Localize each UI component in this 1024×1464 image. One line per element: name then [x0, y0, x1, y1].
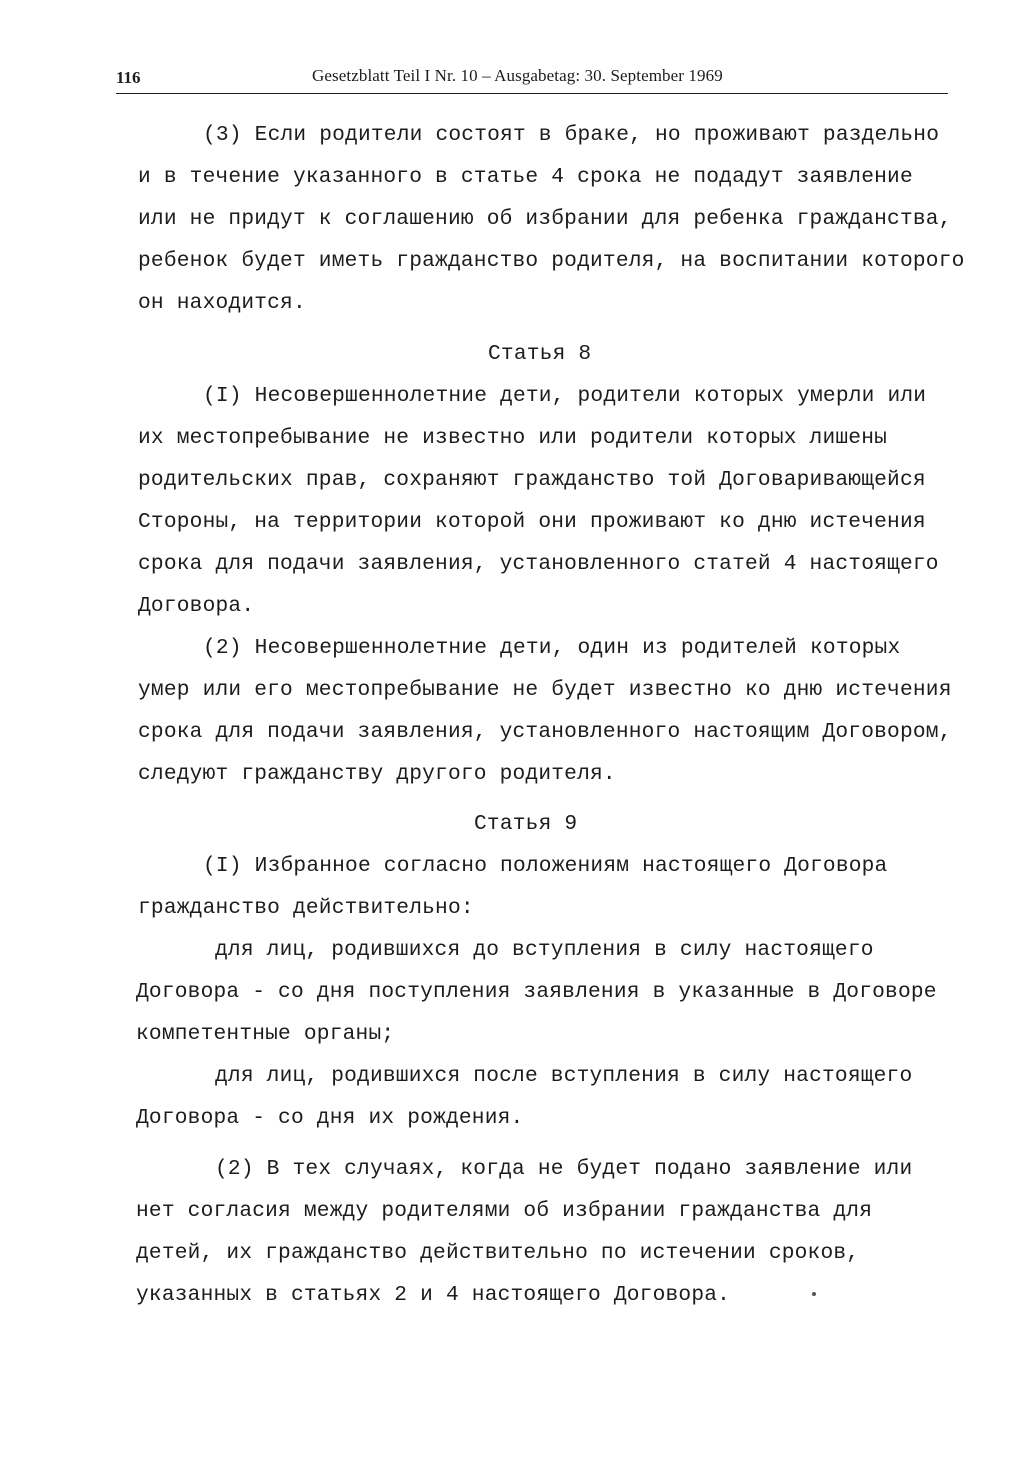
article-8-heading: Статья 8	[488, 342, 592, 366]
text-line: ребенок будет иметь гражданство родителя, на воспитании которого	[138, 249, 965, 273]
text-line: и в течение указанного в статье 4 срока не подадут заявление	[138, 165, 913, 189]
text-line: (I) Несовершеннолетние дети, родители которых умерли или	[203, 384, 927, 408]
text-line: компетентные органы;	[136, 1022, 395, 1046]
text-line: Договора - со дня поступления заявления в указанные в Договоре	[136, 980, 937, 1004]
text-line: для лиц, родившихся после вступления в силу настоящего	[215, 1064, 913, 1088]
text-line: он находится.	[138, 291, 306, 315]
text-line: (I) Избранное согласно положениям настоящего Договора	[203, 854, 888, 878]
text-line: детей, их гражданство действительно по истечении сроков,	[136, 1241, 860, 1265]
text-line: для лиц, родившихся до вступления в силу настоящего	[215, 938, 874, 962]
text-line: нет согласия между родителями об избрании гражданства для	[136, 1199, 873, 1223]
text-line: Стороны, на территории которой они проживают ко дню истечения	[138, 510, 926, 534]
text-line: указанных в статьях 2 и 4 настоящего Договора.	[136, 1283, 731, 1307]
text-line: их местопребывание не известно или родители которых лишены	[138, 426, 888, 450]
text-line: или не придут к соглашению об избрании для ребенка гражданства,	[138, 207, 952, 231]
article-9-heading: Статья 9	[474, 812, 578, 836]
text-line: (3) Если родители состоят в браке, но проживают раздельно	[203, 123, 940, 147]
text-line: срока для подачи заявления, установленного настоящим Договором,	[138, 720, 952, 744]
scan-speck	[812, 1292, 816, 1296]
header-rule	[116, 93, 948, 94]
text-line: (2) В тех случаях, когда не будет подано заявление или	[215, 1157, 913, 1181]
page-number: 116	[116, 68, 141, 87]
running-head: Gesetzblatt Teil I Nr. 10 – Ausgabetag: 30. September 1969	[312, 66, 723, 85]
text-line: умер или его местопребывание не будет известно ко дню истечения	[138, 678, 952, 702]
text-line: (2) Несовершеннолетние дети, один из родителей которых	[203, 636, 901, 660]
text-line: гражданство действительно:	[138, 896, 474, 920]
text-line: Договора - со дня их рождения.	[136, 1106, 524, 1130]
text-line: следуют гражданству другого родителя.	[138, 762, 616, 786]
text-line: родительских прав, сохраняют гражданство той Договаривающейся	[138, 468, 926, 492]
text-line: срока для подачи заявления, установленного статей 4 настоящего	[138, 552, 939, 576]
page-header	[116, 64, 948, 88]
text-line: Договора.	[138, 594, 255, 618]
